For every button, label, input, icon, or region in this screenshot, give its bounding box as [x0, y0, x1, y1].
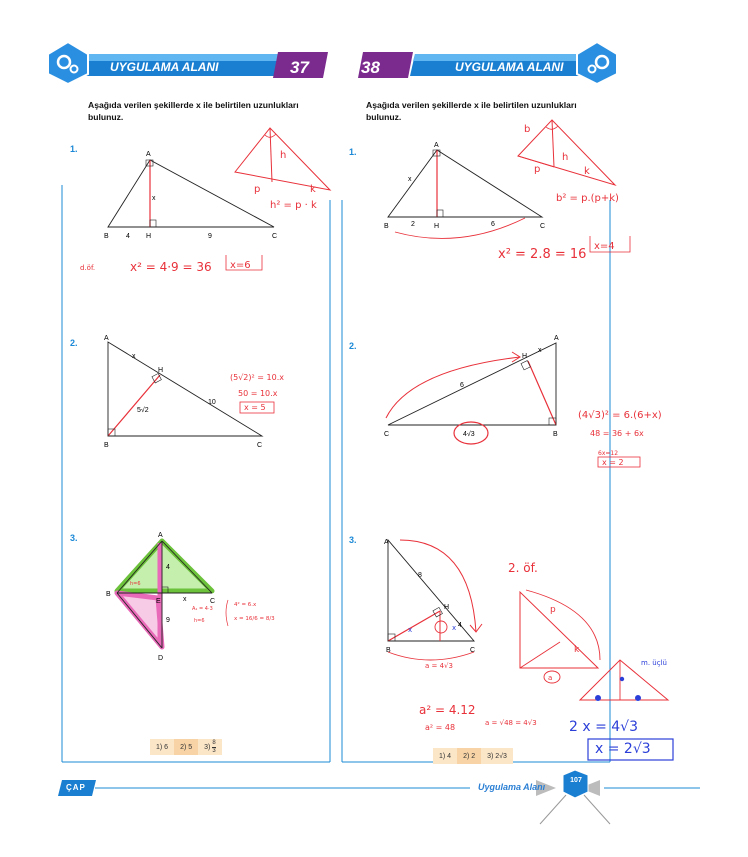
svg-text:a: a: [548, 674, 553, 682]
right-q3-label-8: 8: [418, 572, 422, 579]
left-q2-label-A: A: [104, 335, 109, 342]
right-q3-label-H: H: [444, 604, 450, 611]
left-q1-triangle: [104, 151, 277, 240]
left-question-2-number: 2.: [70, 338, 78, 348]
svg-text:x = 2√3: x = 2√3: [595, 741, 651, 757]
left-q1-label-C: C: [272, 233, 278, 240]
svg-text:h² = p · k: h² = p · k: [270, 200, 317, 211]
left-q3-label-C: C: [210, 598, 216, 605]
footer-page-number: 107: [570, 777, 582, 784]
right-q3-label-B: B: [386, 647, 391, 654]
svg-text:p: p: [534, 164, 541, 175]
svg-text:b: b: [524, 124, 531, 135]
left-q1-label-9: 9: [208, 233, 212, 240]
svg-text:m. üçlü: m. üçlü: [641, 659, 667, 667]
svg-text:k: k: [584, 166, 590, 177]
svg-text:p: p: [550, 605, 556, 615]
left-answer-key: [150, 739, 222, 755]
svg-text:x=6: x=6: [230, 260, 251, 271]
right-q1-label-6: 6: [491, 221, 495, 228]
left-answer-3: [198, 739, 222, 755]
svg-text:p: p: [254, 184, 261, 195]
right-question-1-number: 1.: [349, 147, 357, 157]
left-q3-label-B: B: [106, 591, 111, 598]
svg-text:x² = 2.8 = 16: x² = 2.8 = 16: [498, 247, 587, 262]
svg-text:x² = 4·9 = 36: x² = 4·9 = 36: [130, 260, 212, 274]
right-q3-label-C: C: [470, 647, 476, 654]
right-q1-label-x: x: [408, 176, 412, 183]
left-q2-handwriting: [230, 373, 284, 413]
right-q3-triangle: [384, 539, 475, 654]
svg-text:a² = 4.12: a² = 4.12: [419, 703, 476, 717]
right-q3-label-4: 4: [458, 622, 462, 629]
left-answer-3-fraction: 8 3: [212, 739, 216, 754]
left-q3-label-4: 4: [166, 564, 170, 571]
right-q1-handwriting: [395, 120, 630, 262]
svg-text:k: k: [310, 184, 316, 195]
right-q1-label-A: A: [434, 142, 439, 149]
right-q2-label-x: x: [538, 347, 542, 354]
svg-text:2. öf.: 2. öf.: [508, 561, 538, 575]
left-q2-label-H: H: [158, 367, 164, 374]
right-answer-key: [433, 748, 513, 764]
right-header-title: UYGULAMA ALANI: [455, 60, 564, 74]
right-q2-label-H: H: [522, 353, 528, 360]
left-q1-label-x: x: [152, 195, 156, 202]
svg-text:48 = 36 + 6x: 48 = 36 + 6x: [590, 429, 644, 438]
left-q2-label-10: 10: [208, 399, 216, 406]
svg-text:b² = p.(p+k): b² = p.(p+k): [556, 193, 619, 204]
right-q1-label-C: C: [540, 223, 546, 230]
right-answer-1: 1) 4: [433, 748, 457, 764]
svg-text:h=6: h=6: [130, 581, 141, 587]
left-q2-label-B: B: [104, 442, 109, 449]
svg-text:d.öf.: d.öf.: [80, 264, 96, 272]
svg-text:k: k: [574, 645, 580, 655]
right-answer-2: 2) 2: [457, 748, 481, 764]
svg-text:4² = 6.x: 4² = 6.x: [234, 602, 257, 608]
left-q1-label-B: B: [104, 233, 109, 240]
right-q2-label-6: 6: [460, 382, 464, 389]
svg-text:50 = 10.x: 50 = 10.x: [238, 389, 278, 398]
svg-text:h: h: [562, 152, 569, 163]
left-q3-label-A: A: [158, 532, 163, 539]
right-q1-label-2: 2: [411, 221, 415, 228]
right-q1-triangle: [384, 142, 545, 230]
left-q3-highlights: [117, 541, 212, 647]
left-question-1-number: 1.: [70, 144, 78, 154]
left-q2-label-C: C: [257, 442, 263, 449]
left-q1-label-A: A: [146, 151, 151, 158]
left-q3-label-9: 9: [166, 617, 170, 624]
svg-text:(5√2)² = 10.x: (5√2)² = 10.x: [230, 373, 284, 382]
svg-text:x=4: x=4: [594, 241, 615, 252]
svg-text:x = 2: x = 2: [602, 458, 624, 467]
left-q2-label-5root2: 5√2: [137, 407, 149, 414]
footer-bar: [0, 770, 748, 850]
left-answer-3-label: 3): [204, 743, 211, 751]
svg-text:x = 16/6 = 8/3: x = 16/6 = 8/3: [234, 616, 275, 622]
left-answer-2: 2) 5: [174, 739, 198, 755]
right-q2-label-C: C: [384, 431, 390, 438]
right-q1-label-H: H: [434, 223, 440, 230]
left-q1-handwriting: [80, 128, 330, 274]
left-q3-label-x: x: [183, 596, 187, 603]
right-answer-3: 3) 2√3: [481, 748, 513, 764]
svg-text:x: x: [408, 626, 413, 634]
left-question-3-number: 3.: [70, 533, 78, 543]
left-q2-label-x: x: [132, 353, 136, 360]
cap-logo: ÇAP: [66, 783, 86, 792]
svg-text:a = 4√3: a = 4√3: [425, 662, 453, 670]
svg-text:a = √48 = 4√3: a = √48 = 4√3: [485, 719, 537, 727]
right-page-number: 38: [361, 58, 380, 77]
left-q1-label-H: H: [146, 233, 152, 240]
left-answer-1: 1) 6: [150, 739, 174, 755]
right-q3-label-A: A: [384, 539, 389, 546]
svg-text:a² = 48: a² = 48: [425, 723, 456, 732]
left-instructions: Aşağıda verilen şekillerde x ile belirtilen uzunlukları bulunuz.: [88, 100, 299, 122]
right-q2-label-4root3: 4√3: [463, 431, 475, 438]
right-q1-label-B: B: [384, 223, 389, 230]
left-q3-label-D: D: [158, 655, 164, 662]
right-q2-label-B: B: [553, 431, 558, 438]
left-q3-label-E: E: [156, 598, 161, 605]
right-q3-handwriting: [388, 540, 673, 760]
right-question-3-number: 3.: [349, 535, 357, 545]
left-header-title: UYGULAMA ALANI: [110, 60, 219, 74]
right-question-2-number: 2.: [349, 341, 357, 351]
svg-text:x = 5: x = 5: [244, 403, 266, 412]
svg-text:(4√3)² = 6.(6+x): (4√3)² = 6.(6+x): [578, 410, 662, 421]
right-instructions: Aşağıda verilen şekillerde x ile belirtilen uzunlukları bulunuz.: [366, 100, 577, 122]
left-page-number: 37: [290, 58, 309, 77]
svg-text:h: h: [280, 150, 287, 161]
right-q2-label-A: A: [554, 335, 559, 342]
footer-label: Uygulama Alanı: [478, 782, 546, 792]
left-q1-label-4: 4: [126, 233, 130, 240]
svg-text:2 x = 4√3: 2 x = 4√3: [569, 719, 639, 735]
svg-text:A₁ = 4·3: A₁ = 4·3: [192, 606, 213, 612]
svg-text:h=6: h=6: [194, 618, 205, 624]
svg-text:6x=12: 6x=12: [598, 450, 619, 457]
svg-text:x: x: [452, 624, 457, 632]
